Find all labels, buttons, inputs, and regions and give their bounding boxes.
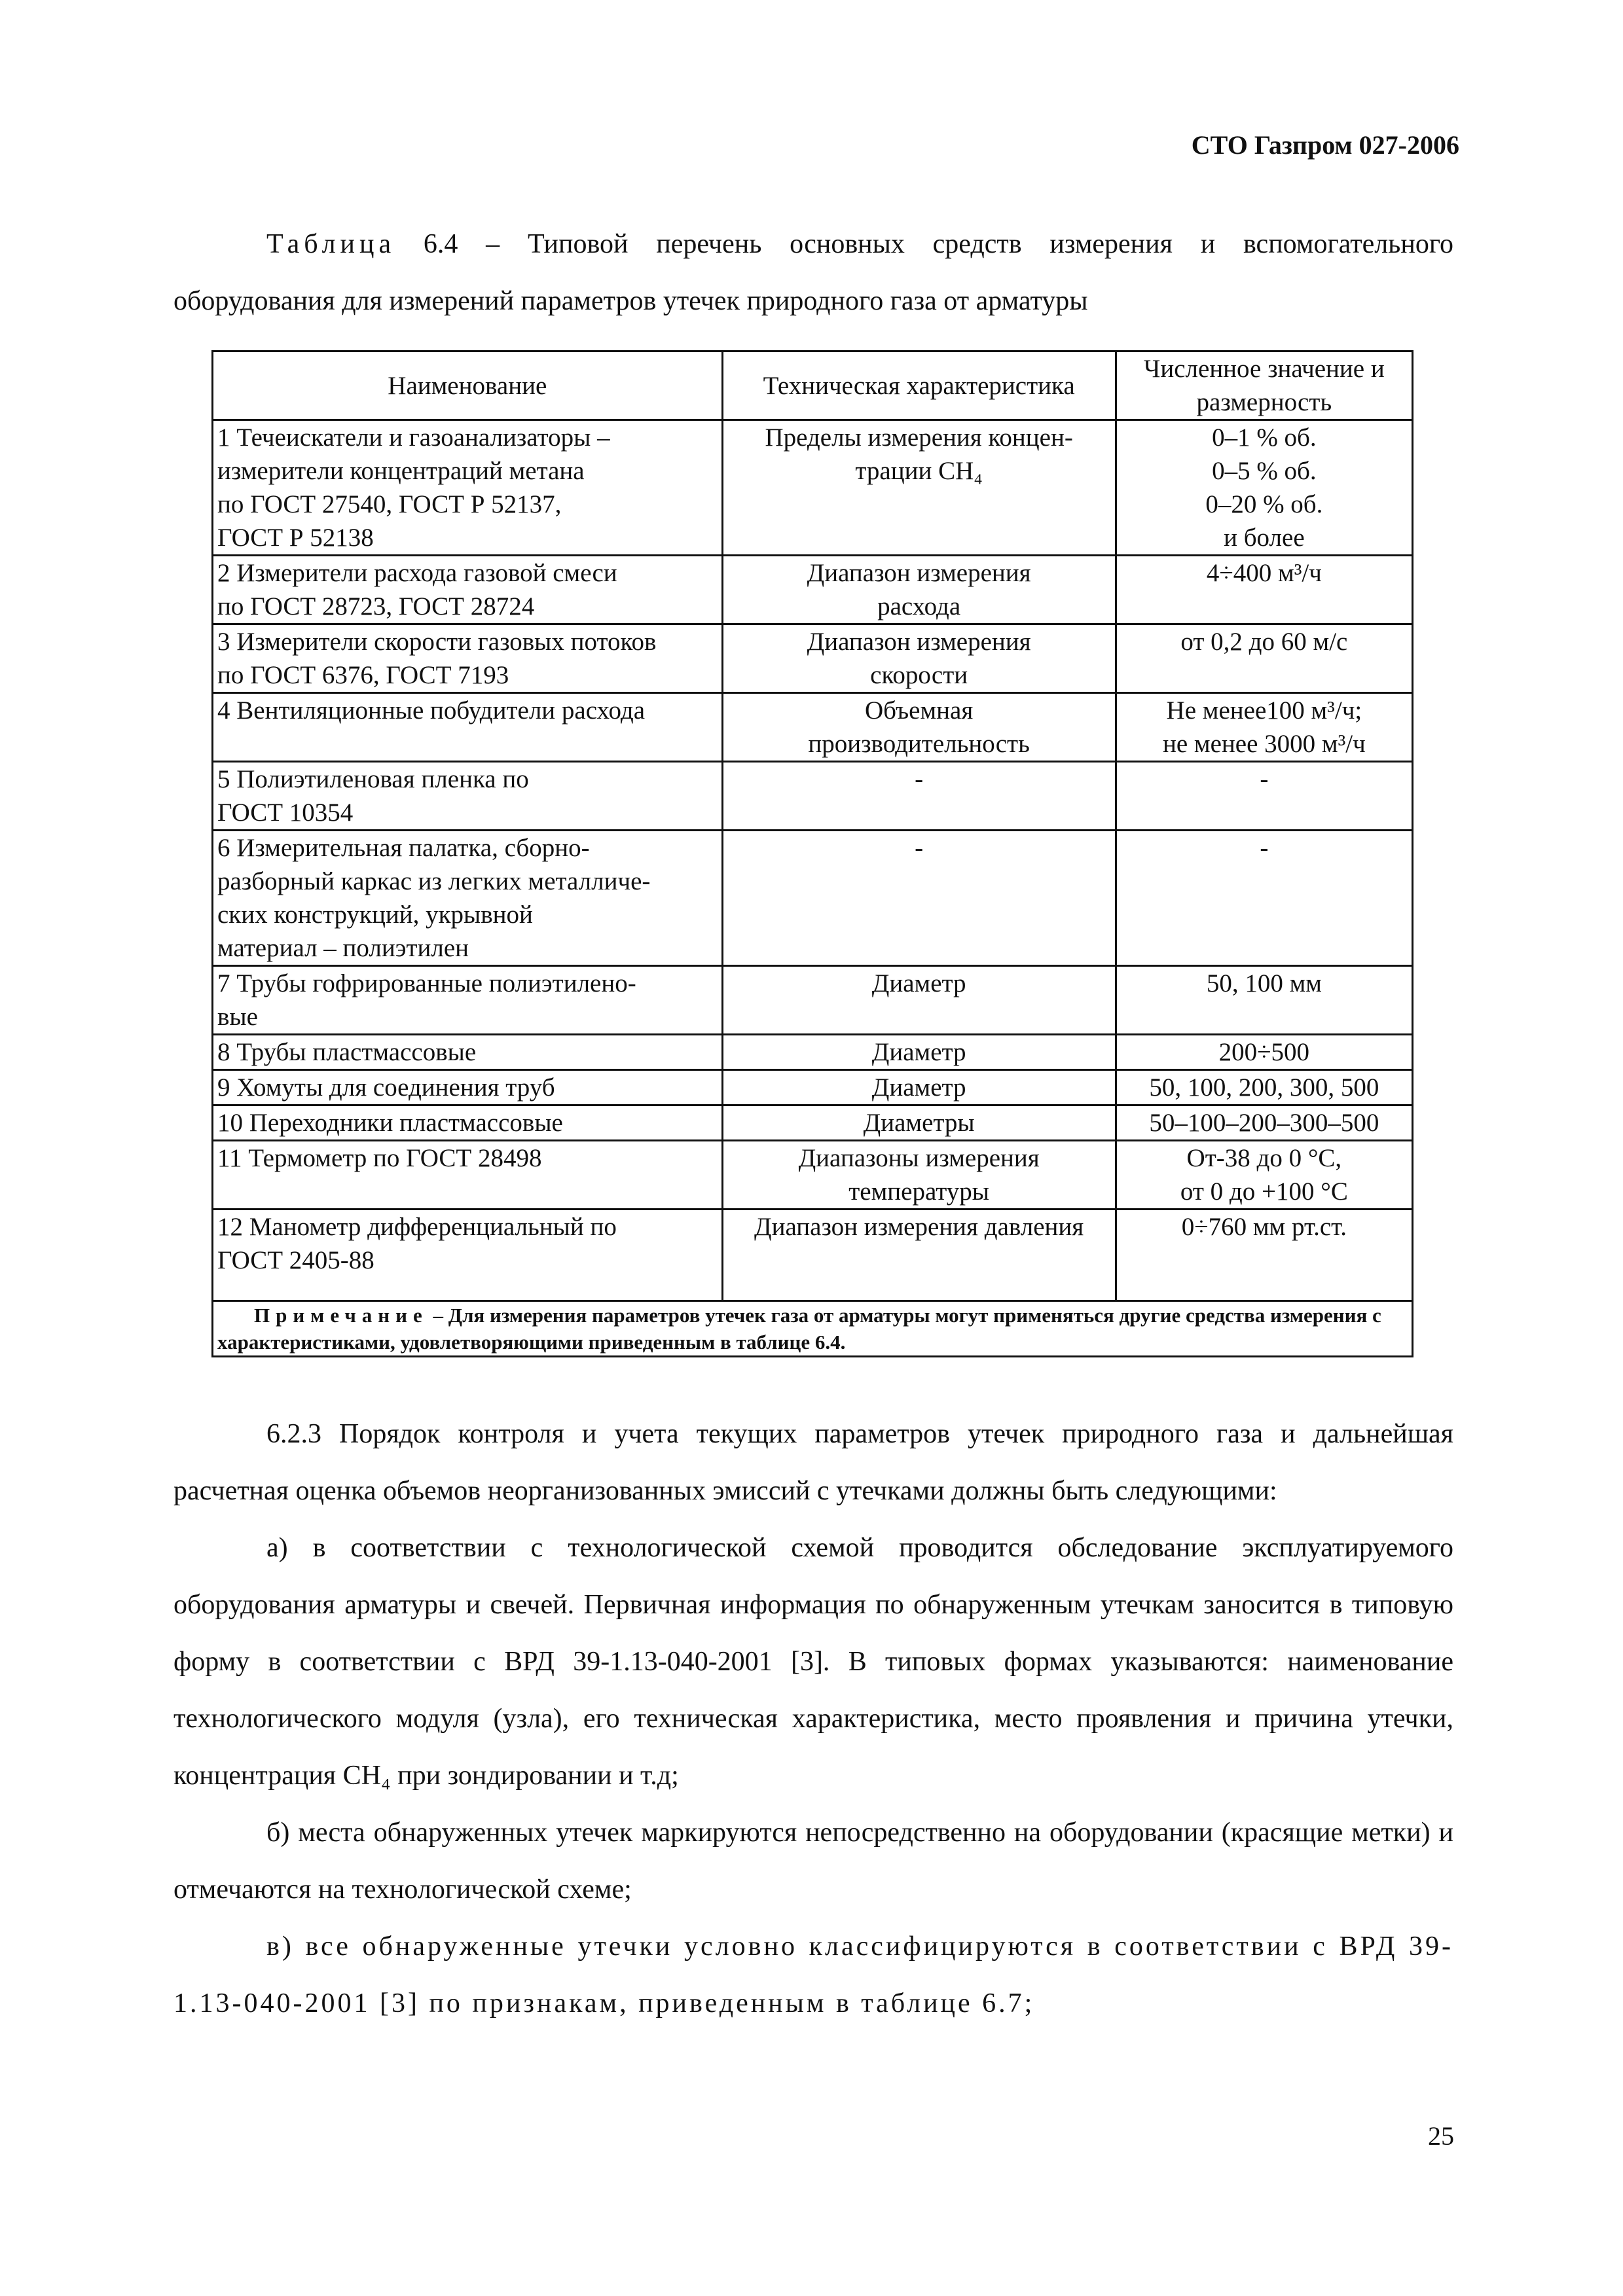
row-name: 9 Хомуты для соединения труб <box>213 1070 723 1105</box>
table-row <box>213 1210 1413 1301</box>
table-row <box>213 556 1413 624</box>
header-value: Численное значение и размерность <box>1116 351 1412 420</box>
document-header: СТО Газпром 027-2006 <box>1191 130 1459 160</box>
body-text <box>173 1406 1453 2032</box>
row-value: От-38 до 0 °С, от 0 до +100 °С <box>1116 1141 1412 1210</box>
row-name: 7 Трубы гофрированные полиэтилено- вые <box>213 966 723 1035</box>
paragraph-b: б) места обнаруженных утечек маркируются непосредственно на оборудовании (красящие метки) и отмечаются на технологической схеме; <box>173 1818 1453 1905</box>
table-row <box>213 831 1413 966</box>
row-name: 10 Переходники пластмассовые <box>213 1105 723 1141</box>
table-row <box>213 420 1413 556</box>
paragraph-a: а) в соответствии с технологической схемой проводится обследование эксплуатируемого оборудования арматуры и свечей. Первичная информация по обнаруженным утечкам заносится в типовую форму в соответствии с ВРД 39-1.13-040-2001 [3]. В типовых формах указываются: наименование технологического модуля (узла), его техническая характеристика, место проявления и причина утечки, концентрация СН₄ при зондировании и т.д; <box>173 1533 1453 1791</box>
row-name: 8 Трубы пластмассовые <box>213 1035 723 1070</box>
table-row <box>213 966 1413 1035</box>
paragraph-c: в) все обнаруженные утечки условно классифицируются в соответствии с ВРД 39-1.13-040-2001 [3] по признакам, приведенным в таблице 6.7; <box>173 1931 1453 2018</box>
row-value: 0–1 % об. 0–5 % об. 0–20 % об. и более <box>1116 420 1412 556</box>
row-value: - <box>1116 831 1412 966</box>
header-name: Наименование <box>213 351 723 420</box>
row-characteristic: - <box>722 831 1116 966</box>
row-value: 50, 100, 200, 300, 500 <box>1116 1070 1412 1105</box>
table-caption <box>173 216 1453 330</box>
header-characteristic: Техническая характеристика <box>722 351 1116 420</box>
equipment-table <box>211 350 1413 1357</box>
row-name: 12 Манометр дифференциальный по ГОСТ 2405-88 <box>213 1210 723 1301</box>
row-characteristic: Диапазон измерения расхода <box>722 556 1116 624</box>
row-value: от 0,2 до 60 м/с <box>1116 624 1412 693</box>
row-characteristic: Пределы измерения концен- трации СН₄ <box>722 420 1116 556</box>
row-name: 5 Полиэтиленовая пленка по ГОСТ 10354 <box>213 762 723 831</box>
row-name: 1 Течеискатели и газоанализаторы – измерители концентраций метана по ГОСТ 27540, ГОСТ Р 52137, ГОСТ Р 52138 <box>213 420 723 556</box>
table-row <box>213 762 1413 831</box>
row-value: 50, 100 мм <box>1116 966 1412 1035</box>
table-row <box>213 1141 1413 1210</box>
row-characteristic: Диапазон измерения давления <box>722 1210 1116 1301</box>
note-text: – Для измерения параметров утечек газа от арматуры могут применяться другие средства измерения с характеристиками, удовлетворяющими приведенным в таблице 6.4. <box>217 1304 1381 1354</box>
paragraph-6-2-3: 6.2.3 Порядок контроля и учета текущих параметров утечек природного газа и дальнейшая расчетная оценка объемов неорганизованных эмиссий с утечками должны быть следующими: <box>173 1419 1453 1506</box>
row-characteristic: Диаметр <box>722 1070 1116 1105</box>
table-note-row <box>213 1301 1413 1357</box>
table-row <box>213 693 1413 762</box>
table-row <box>213 1035 1413 1070</box>
caption-label: Таблица <box>266 229 396 259</box>
page-number: 25 <box>1428 2121 1454 2151</box>
row-name: 6 Измерительная палатка, сборно- разборный каркас из легких металличе- ских конструкций, укрывной материал – полиэтилен <box>213 831 723 966</box>
row-value: 50–100–200–300–500 <box>1116 1105 1412 1141</box>
row-characteristic: Диаметры <box>722 1105 1116 1141</box>
row-characteristic: Диаметр <box>722 966 1116 1035</box>
row-value: 0÷760 мм рт.ст. <box>1116 1210 1412 1301</box>
row-value: 200÷500 <box>1116 1035 1412 1070</box>
table-row <box>213 1105 1413 1141</box>
row-name: 11 Термометр по ГОСТ 28498 <box>213 1141 723 1210</box>
caption-line-1-text: 6.4 – Типовой перечень основных средств измерения и вспомогательного <box>395 229 1453 259</box>
row-name: 3 Измерители скорости газовых потоков по ГОСТ 6376, ГОСТ 7193 <box>213 624 723 693</box>
note-label: Примечание <box>254 1304 428 1327</box>
row-characteristic: Объемная производительность <box>722 693 1116 762</box>
row-name: 4 Вентиляционные побудители расхода <box>213 693 723 762</box>
caption-line-2: оборудования для измерений параметров утечек природного газа от арматуры <box>173 286 1088 316</box>
row-value: - <box>1116 762 1412 831</box>
row-characteristic: - <box>722 762 1116 831</box>
row-characteristic: Диапазон измерения скорости <box>722 624 1116 693</box>
table-header-row <box>213 351 1413 420</box>
row-characteristic: Диаметр <box>722 1035 1116 1070</box>
row-value: Не менее100 м³/ч; не менее 3000 м³/ч <box>1116 693 1412 762</box>
row-value: 4÷400 м³/ч <box>1116 556 1412 624</box>
table-row <box>213 624 1413 693</box>
caption-line-1 <box>173 216 1453 273</box>
row-characteristic: Диапазоны измерения температуры <box>722 1141 1116 1210</box>
row-name: 2 Измерители расхода газовой смеси по ГОСТ 28723, ГОСТ 28724 <box>213 556 723 624</box>
table-note <box>213 1301 1413 1357</box>
table-row <box>213 1070 1413 1105</box>
